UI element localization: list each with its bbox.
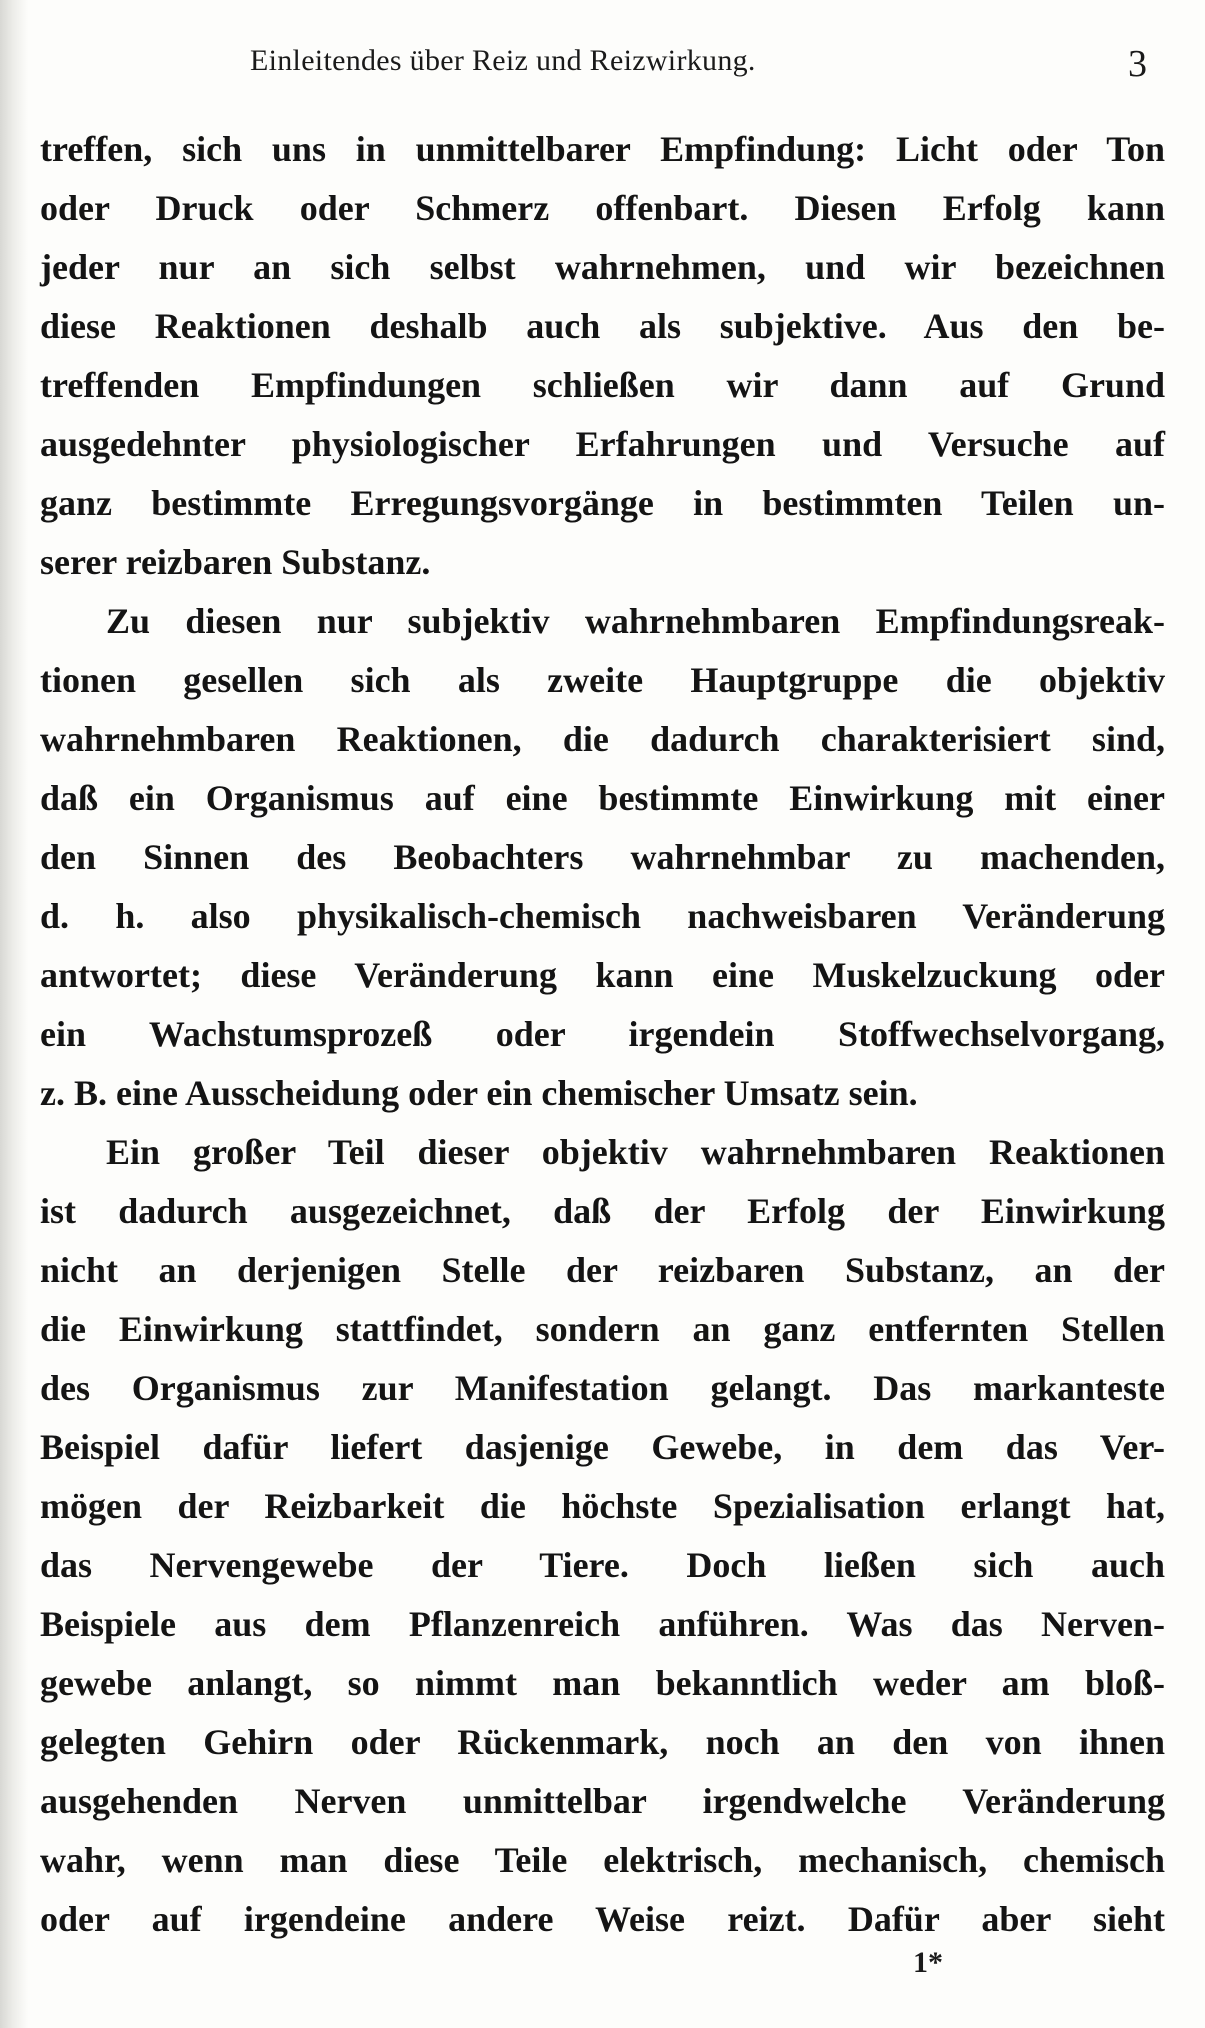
text-line: Beispiel dafür liefert dasjenige Gewebe, in dem das Ver- — [40, 1427, 1165, 1467]
text-line: das Nervengewebe der Tiere. Doch ließen sich auch — [40, 1545, 1165, 1585]
text-line: ist dadurch ausgezeichnet, daß der Erfolg der Einwirkung — [40, 1191, 1165, 1231]
text-line: den Sinnen des Beobachters wahrnehmbar zu machenden, — [40, 837, 1165, 877]
text-line: oder Druck oder Schmerz offenbart. Diesen Erfolg kann — [40, 188, 1165, 228]
text-line: ausgedehnter physiologischer Erfahrungen und Versuche auf — [40, 424, 1165, 464]
text-line: gewebe anlangt, so nimmt man bekanntlich weder am bloß- — [40, 1663, 1165, 1703]
text-line: mögen der Reizbarkeit die höchste Spezialisation erlangt hat, — [40, 1486, 1165, 1526]
text-line: jeder nur an sich selbst wahrnehmen, und wir bezeichnen — [40, 247, 1165, 287]
text-line: daß ein Organismus auf eine bestimmte Einwirkung mit einer — [40, 778, 1165, 818]
text-line: des Organismus zur Manifestation gelangt. Das markanteste — [40, 1368, 1165, 1408]
text-line: nicht an derjenigen Stelle der reizbaren Substanz, an der — [40, 1250, 1165, 1290]
text-line: oder auf irgendeine andere Weise reizt. Dafür aber sieht — [40, 1899, 1165, 1939]
text-line: ausgehenden Nerven unmittelbar irgendwelche Veränderung — [40, 1781, 1165, 1821]
text-line: d. h. also physikalisch-chemisch nachweisbaren Veränderung — [40, 896, 1165, 936]
body-text — [40, 120, 1165, 1949]
text-line-paragraph-end: z. B. eine Ausscheidung oder ein chemischer Umsatz sein. — [40, 1073, 918, 1113]
text-line: treffen, sich uns in unmittelbarer Empfindung: Licht oder Ton — [40, 129, 1165, 169]
text-line: antwortet; diese Veränderung kann eine Muskelzuckung oder — [40, 955, 1165, 995]
text-line: wahrnehmbaren Reaktionen, die dadurch charakterisiert sind, — [40, 719, 1165, 759]
text-line-paragraph-start: Zu diesen nur subjektiv wahrnehmbaren Empfindungsreak- — [106, 601, 1165, 641]
text-line: tionen gesellen sich als zweite Hauptgruppe die objektiv — [40, 660, 1165, 700]
text-line: treffenden Empfindungen schließen wir dann auf Grund — [40, 365, 1165, 405]
text-line: ein Wachstumsprozeß oder irgendein Stoffwechselvorgang, — [40, 1014, 1165, 1054]
text-line: diese Reaktionen deshalb auch als subjektive. Aus den be- — [40, 306, 1165, 346]
page-edge-shadow — [0, 0, 28, 2028]
text-line-paragraph-start: Ein großer Teil dieser objektiv wahrnehmbaren Reaktionen — [106, 1132, 1165, 1172]
text-line: wahr, wenn man diese Teile elektrisch, mechanisch, chemisch — [40, 1840, 1165, 1880]
running-head: Einleitendes über Reiz und Reizwirkung. — [250, 44, 756, 77]
text-line-paragraph-end: serer reizbaren Substanz. — [40, 542, 431, 582]
text-line: gelegten Gehirn oder Rückenmark, noch an den von ihnen — [40, 1722, 1165, 1762]
page-number: 3 — [1128, 43, 1147, 85]
text-line: ganz bestimmte Erregungsvorgänge in bestimmten Teilen un- — [40, 483, 1165, 523]
signature-mark: 1* — [913, 1946, 943, 1979]
text-line: die Einwirkung stattfindet, sondern an ganz entfernten Stellen — [40, 1309, 1165, 1349]
text-line: Beispiele aus dem Pflanzenreich anführen. Was das Nerven- — [40, 1604, 1165, 1644]
